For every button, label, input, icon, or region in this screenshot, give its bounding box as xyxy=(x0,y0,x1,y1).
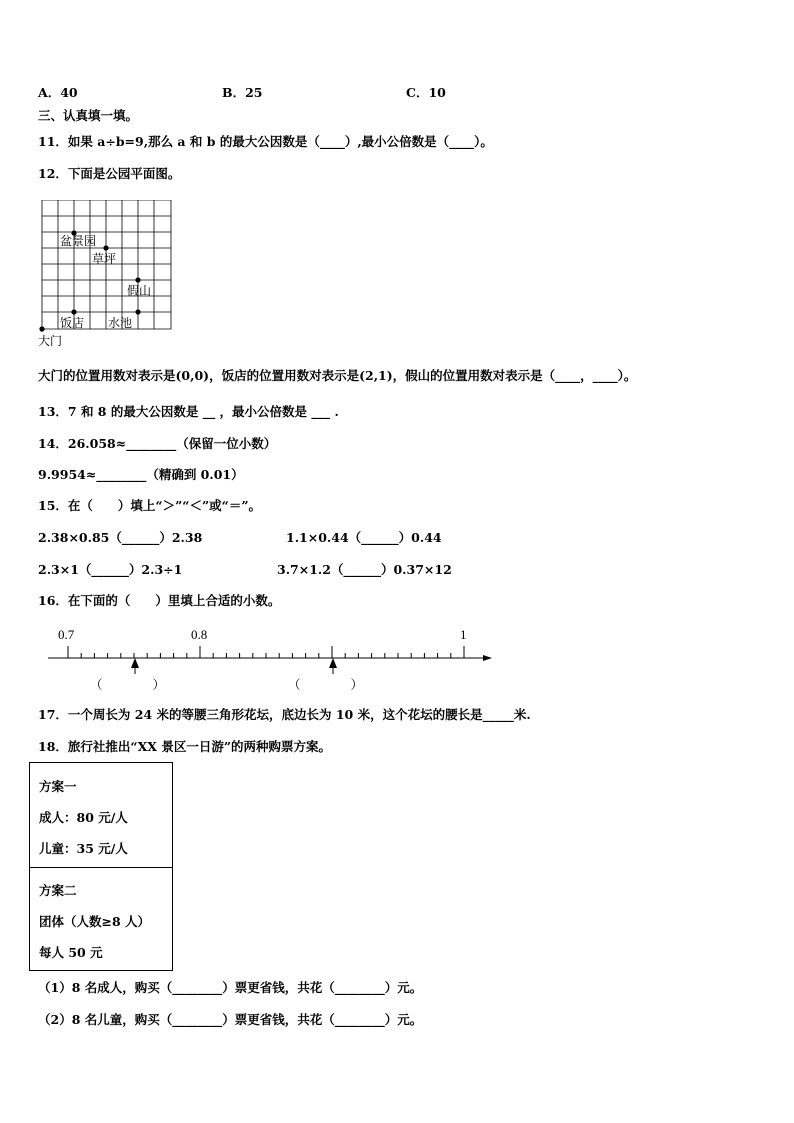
question-15-row1a: 2.38×0.85（______）2.38 xyxy=(38,530,203,545)
question-16-title: 16．在下面的（ ）里填上合适的小数。 xyxy=(38,593,281,608)
question-15-row2b: 3.7×1.2（______）0.37×12 xyxy=(277,562,452,577)
dot-shuichi xyxy=(135,309,140,314)
plan2-group: 团体（人数≥8 人） xyxy=(39,914,151,929)
axis-arrow xyxy=(483,655,492,661)
question-15-row1b: 1.1×0.44（______）0.44 xyxy=(286,530,442,545)
plan-divider xyxy=(30,867,172,868)
question-15-row2a: 2.3×1（______）2.3÷1 xyxy=(38,562,183,577)
label-jiashan: 假山 xyxy=(127,284,152,298)
question-18-title: 18．旅行社推出“XX 景区一日游”的两种购票方案。 xyxy=(38,739,332,754)
label-penjing: 盆景园 xyxy=(60,234,97,248)
blank-a[interactable]: （ ） xyxy=(90,677,166,692)
question-17: 17．一个周长为 24 米的等腰三角形花坛，底边长为 10 米，这个花坛的腰长是_____米. xyxy=(38,707,531,722)
tick-label-08: 0.8 xyxy=(191,627,208,642)
dot-damen xyxy=(39,326,44,331)
question-11: 11．如果 a÷b=9,那么 a 和 b 的最大公因数是（____）,最小公倍数是（____）。 xyxy=(38,134,493,149)
plan1-adult: 成人：80 元/人 xyxy=(39,810,128,825)
question-18-sub1: （1）8 名成人，购买（________）票更省钱，共花（________）元。 xyxy=(38,980,423,995)
label-fandian: 饭店 xyxy=(60,316,85,330)
dot-fandian xyxy=(71,309,76,314)
dot-caoping xyxy=(103,245,108,250)
option-a: A．40 xyxy=(38,85,78,100)
plan2-price: 每人 50 元 xyxy=(39,945,103,960)
question-12-title: 12．下面是公园平面图。 xyxy=(38,166,181,181)
option-c: C．10 xyxy=(406,85,446,100)
question-13: 13．7 和 8 的最大公因数是 __ ，最小公倍数是 ___ . xyxy=(38,404,339,419)
label-caoping: 草坪 xyxy=(92,252,117,266)
plan1-title: 方案一 xyxy=(39,779,77,794)
option-b: B．25 xyxy=(222,85,263,100)
tick-label-1: 1 xyxy=(460,627,467,642)
number-line xyxy=(38,622,498,706)
dot-jiashan xyxy=(135,277,140,282)
markers xyxy=(131,658,337,674)
tick-label-07: 0.7 xyxy=(58,627,75,642)
ticks xyxy=(68,646,464,658)
section-title: 三、认真填一填。 xyxy=(38,108,139,123)
park-grid-svg xyxy=(38,200,178,348)
park-map xyxy=(38,200,178,352)
ticket-plans-box xyxy=(29,762,173,971)
blank-b[interactable]: （ ） xyxy=(288,677,364,692)
question-14-a: 14．26.058≈________（保留一位小数） xyxy=(38,436,277,451)
question-14-b: 9.9954≈________（精确到 0.01） xyxy=(38,467,244,482)
question-15-title: 15．在（ ）填上“＞”“＜”或“＝”。 xyxy=(38,498,262,513)
label-damen: 大门 xyxy=(38,334,63,348)
label-shuichi: 水池 xyxy=(108,316,133,330)
question-12-text: 大门的位置用数对表示是(0,0)，饭店的位置用数对表示是(2,1)，假山的位置用数对表示是（____，____）。 xyxy=(38,368,637,383)
plan1-child: 儿童：35 元/人 xyxy=(39,841,128,856)
plan2-title: 方案二 xyxy=(39,883,77,898)
question-18-sub2: （2）8 名儿童，购买（________）票更省钱，共花（________）元。 xyxy=(38,1012,423,1027)
